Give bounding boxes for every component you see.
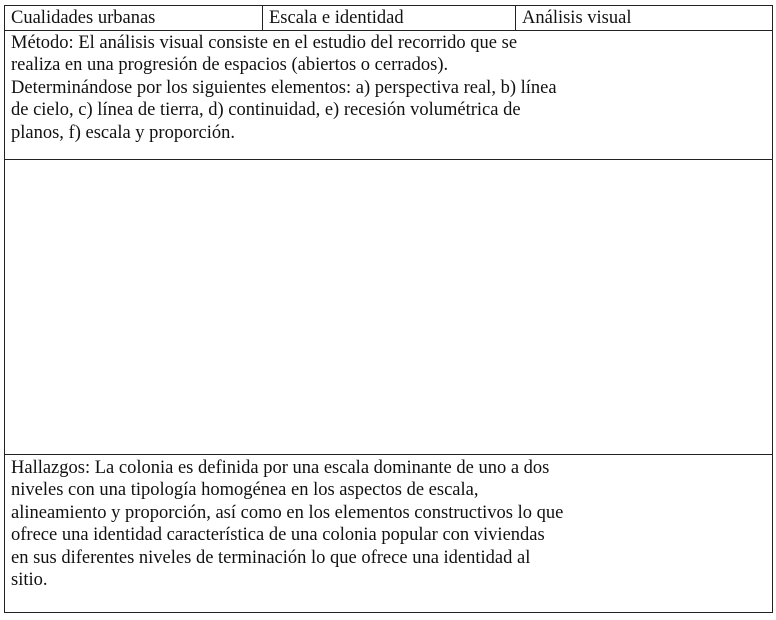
header-cell-scale: Escala e identidad: [263, 6, 516, 31]
findings-line: en sus diferentes niveles de terminación lo que ofrece una identidad al: [11, 547, 531, 568]
method-line: de cielo, c) línea de tierra, d) continuidad, e) recesión volumétrica de: [11, 100, 521, 121]
method-cell: [5, 31, 773, 160]
method-line: Determinándose por los siguientes elementos: a) perspectiva real, b) línea: [11, 77, 557, 98]
method-row: [5, 31, 773, 160]
method-line: realiza en una progresión de espacios (abiertos o cerrados).: [11, 55, 449, 76]
image-placeholder-cell: [5, 160, 773, 455]
analysis-table: [4, 5, 773, 613]
findings-line: niveles con una tipología homogénea en los aspectos de escala,: [11, 480, 479, 501]
method-line: Método: El análisis visual consiste en el estudio del recorrido que se: [11, 33, 518, 53]
findings-cell: [5, 455, 773, 613]
header-row: [5, 6, 773, 31]
findings-line: Hallazgos: La colonia es definida por una escala dominante de uno a dos: [11, 458, 550, 478]
findings-line: alineamiento y proporción, así como en los elementos constructivos lo que: [11, 502, 564, 523]
header-cell-qualities: Cualidades urbanas: [5, 6, 263, 31]
image-placeholder-row: [5, 160, 773, 455]
method-line: planos, f) escala y proporción.: [11, 122, 235, 143]
findings-line: sitio.: [11, 570, 48, 591]
findings-row: [5, 455, 773, 613]
header-cell-visual: Análisis visual: [516, 6, 773, 31]
findings-line: ofrece una identidad característica de una colonia popular con viviendas: [11, 525, 545, 546]
